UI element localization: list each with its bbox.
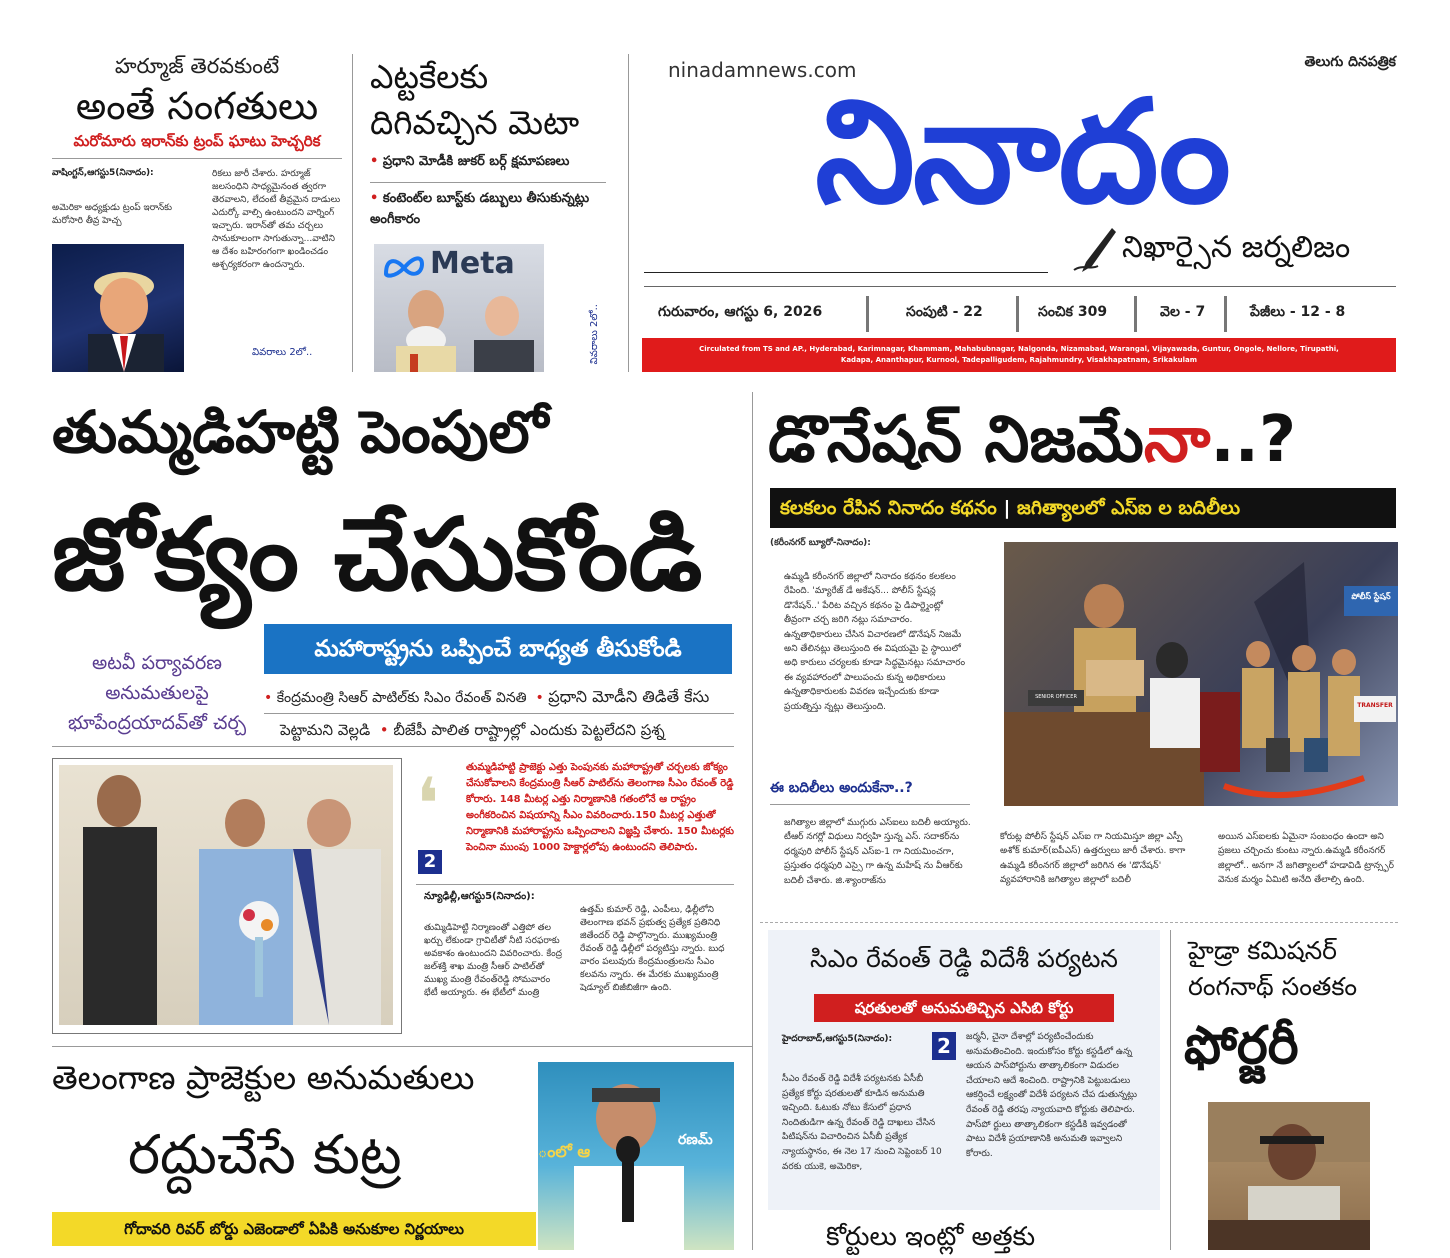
cm-tour-headline: సిఎం రేవంత్ రెడ్డి విదేశీ పర్యటన xyxy=(810,944,1118,973)
illus-sign: TRANSFER xyxy=(1357,702,1393,709)
photo-commissioner xyxy=(1208,1102,1370,1250)
photo-backdrop-text: రణమ్ xyxy=(678,1132,713,1148)
donation-story[interactable] xyxy=(768,392,1398,922)
bullet-text: పెట్టామని వెల్లడి xyxy=(280,721,371,739)
lead-kicker: తుమ్మడిహట్టి పెంపులో xyxy=(52,398,549,466)
column-text: జగిత్యాల జిల్లాలో ముగ్గురు ఎస్ఐలు బదిలీ అయ్యారు. టీఆర్ నగర్లో విధులు నిర్వహి స్తున్న ఎస్. సదాకర్‌ను ధర్మపురి పోలీస్ స్టేషన్ ఎస్ఐ-1 గా నియమించగా, ప్రస్తుతం ధర్మపురి ఎస్సై గా ఉన్న మహేష్ ను వీఆర్‌కు బదిలీ చేశారు. జి.శ్యాంరాజ్‌ను xyxy=(784,818,971,886)
donation-subhead: ఈ బదిలీలు అందుకేనా..? xyxy=(770,780,913,796)
dateline: (కరీంనగర్ బ్యూరో-నినాదం): xyxy=(770,538,871,548)
headline-text: ..? xyxy=(1210,403,1297,477)
column-text: అమెరికా అధ్యక్షుడు ట్రంప్ ఇరాన్‌కు మరోసారి తీవ్ర హెచ్చ xyxy=(52,203,172,226)
pull-quote: తుమ్మడిహట్టి ప్రాజెక్టు ఎత్తు పెంపునకు మహారాష్ట్రతో చర్చలకు జోక్యం చేసుకోవాలని కేంద్రమంత్రి సీఆర్ పాటిల్‌ను తెలంగాణ సీఎం రేవంత్ రెడ్డి కోరారు. 148 మీటర్ల ఎత్తు నిర్మాణానికి గతంలోనే ఆ రాష్ట్రం అంగీకరించిన విషయాన్ని సీఎం వివరించారు.150 మీటర్ల ఎత్తుతో నిర్మాణానికి మహారాష్ట్రను ఒప్పించాలని విజ్ఞప్తి చేశారు. 150 మీటర్లకు పెంచినా ముంపు 1000 హెక్టార్లలోపు ఉంటుందని తెలిపారు. xyxy=(466,762,734,853)
lead-bullets: • కేంద్రమంత్రి సిఆర్ పాటిల్‌కు సిఎం రేవంత్ వినతి • ప్రధాని మోడీని తిడితే కేసు పెట్టామని వెల్లడి • బీజేపీ పాలిత రాష్ట్రాల్లో ఎందుకు పెట్టలేదని ప్రశ్న xyxy=(264,682,734,746)
column-text: సీఎం రేవంత్ రెడ్డి విదేశీ పర్యటనకు ఏసీబీ ప్రత్యేక కోర్టు షరతులతో కూడిన అనుమతి ఇచ్చింది. ఓటుకు నోటు కేసులో ప్రధాన నిందితుడిగా ఉన్న రేవంత్ రెడ్డి దాఖలు చేసిన పిటిషన్‌ను విచారించిన ఏసీబీ ప్రత్యేక న్యాయస్థానం, ఈ నెల 17 నుంచి సెప్టెంబర్ 10 వరకు యుకె, అమెరికా, xyxy=(782,1074,942,1172)
bullet-item: • ప్రధాని మోడీకి జుకర్ బర్గ్ క్షమాపణలు xyxy=(370,154,570,169)
bullet-text: కేంద్రమంత్రి సిఆర్ పాటిల్‌కు సిఎం రేవంత్ వినతి xyxy=(276,690,527,706)
forgery-headline: ఫోర్జరీ xyxy=(1184,1016,1299,1076)
photo-cm-meeting xyxy=(52,758,402,1034)
forgery-kicker: హైడ్రా కమిషనర్ xyxy=(1188,936,1337,965)
bullet-text: కంటెంట్‌ల బూస్ట్‌కు డబ్బులు తీసుకున్నట్లు అంగీకారం xyxy=(370,191,590,227)
teaser-meta[interactable] xyxy=(370,54,620,372)
masthead-slogan: నిఖార్సైన జర్నలిజం xyxy=(1122,230,1351,265)
headline-text: డొనేషన్ నిజమే xyxy=(768,403,1144,477)
teaser-headline: ఎట్టకేలకు దిగివచ్చిన మెటా xyxy=(370,57,580,142)
projects-headline: రద్దుచేసే కుట్ర xyxy=(128,1123,402,1186)
divider xyxy=(760,922,1398,924)
bottom-teaser-headline: కోర్టులు ఇంట్లో అత్తకు xyxy=(826,1222,1036,1252)
lead-story[interactable] xyxy=(52,390,742,1040)
masthead xyxy=(640,54,1398,372)
page-badge[interactable]: 2 xyxy=(932,1032,956,1060)
dateline: హైదరాబాద్,ఆగస్టు5(నినాదం): xyxy=(782,1034,893,1044)
dateline: వాషింగ్టన్,ఆగస్టు5(నినాదం): xyxy=(52,168,154,178)
projects-story[interactable] xyxy=(52,1056,742,1250)
teaser-hormuz[interactable] xyxy=(52,54,342,372)
column-text: అయిన ఎస్ఐలకు ఏమైనా సంబంధం ఉందా అని ప్రజలు చర్చించు కుంటు న్నారు.ఉమ్మడి కరీంనగర్ జిల్లాలో.. అనగా నే జగిత్యాలలో హడావిడి ట్రాన్స్ఫర్ వెనుక మర్మం ఏమిటి అనేది తేలాల్సి ఉంది. xyxy=(1218,832,1394,886)
bullet-text: ప్రధాని మోడీకి జుకర్ బర్గ్ క్షమాపణలు xyxy=(382,154,570,169)
info-row xyxy=(644,294,1396,334)
meta-logo-icon xyxy=(382,254,426,278)
forgery-story[interactable] xyxy=(1180,930,1398,1250)
donation-headline xyxy=(768,392,1296,488)
divider xyxy=(370,182,606,183)
circulation-text: Circulated from TS and AP., Hyderabad, Karimnagar, Khammam, Mahabubnagar, Nalgonda, Nizamabad, Warangal, Vijayawada, Guntur, Ongole, Nellore, Tirupathi, xyxy=(699,345,1339,353)
issue-date: గురువారం, ఆగస్టు 6, 2026 xyxy=(658,304,823,320)
volume: సంపుటి - 22 xyxy=(906,304,983,320)
column-divider xyxy=(1170,930,1171,1250)
quote-mark-icon: ❛ xyxy=(416,762,440,846)
column-text: ఉత్తమ్ కుమార్ రెడ్డి, ఎంపీలు, ఢిల్లీలోని తెలంగాణ భవన్ ప్రభుత్వ ప్రత్యేక ప్రతినిధి జితేందర్ రెడ్డి పాల్గొన్నారు. ముఖ్యమంత్రి రేవంత్ రెడ్డి ఢిల్లీలో పర్యటిస్తు న్నారు. బుధ వారం పలువురు కేంద్రమంత్రులను సీఎం కలవను న్నారు. ఈ మేరకు ముఖ్యమంత్రి షెడ్యూల్ బిజీబిజీగా ఉంది. xyxy=(580,905,725,993)
photo-backdrop-text: ంలో ఆ xyxy=(538,1142,591,1161)
circulation-text: Kadapa, Ananthapur, Kurnool, Tadepalligudem, Rajahmundry, Visakhapatnam, Srikakulam xyxy=(840,356,1198,364)
divider xyxy=(52,1046,752,1047)
website-link[interactable]: ninadamnews.com xyxy=(668,58,857,82)
divider xyxy=(52,158,342,159)
pen-icon xyxy=(1072,224,1118,274)
lead-headline: జోక్యం చేసుకోండి xyxy=(52,496,703,613)
column-divider xyxy=(752,392,753,1250)
page-badge[interactable]: 2 xyxy=(418,850,442,874)
column-text: ఉమ్మడి కరీంనగర్ జిల్లాలో నినాదం కథనం కలకలం రేపింది. 'మ్యారేజ్ డే అకేషన్... పోలీస్ స్టేషన్ల డొనేషన్..' పేరిట వచ్చిన కథనం పై డిపార్ట్మెంట్లో తీవ్రంగా చర్చ జరిగి నట్లు సమాచారం. ఉన్నతాధికారులు చేసిన విచారణలో డొనేషన్ నిజమే అని తేలినట్లు తెలుస్తుంది ఈ విషయమై పై స్థాయిలో అధి కారులు చర్యలకు కూడా సిద్ధమైనట్లు సమాచారం ఈ వ్యవహారంలో పాలుపంచు కున్న అధికారులు ఉన్నతాధికారులకు వివరణ ఇచ్చేందుకు కూడా ప్రయత్నిస్తు న్నట్లు తెలుస్తుంది. xyxy=(784,572,966,712)
donation-banner: కలకలం రేపిన నినాదం కథనం | జగిత్యాలలో ఎస్ఐ ల బదిలీలు xyxy=(770,488,1396,528)
cm-tour-banner: షరతులతో అనుమతిచ్చిన ఎసిబి కోర్టు xyxy=(814,994,1114,1022)
masthead-tagline: తెలుగు దినపత్రిక xyxy=(1304,54,1396,70)
bullet-item: • కంటెంట్‌ల బూస్ట్‌కు డబ్బులు తీసుకున్నట్లు అంగీకారం xyxy=(370,191,590,227)
projects-banner: గోదావరి రివర్ బోర్డు ఎజెండాలో ఏపికి అనుకూల నిర్ణయాలు xyxy=(52,1212,536,1246)
masthead-title: నినాదం xyxy=(815,70,1229,235)
masthead-rule xyxy=(644,272,1048,273)
headline-highlight: నా xyxy=(1143,403,1211,477)
bullet-text: బీజేపీ పాలిత రాష్ట్రాల్లో ఎందుకు పెట్టలేదని ప్రశ్న xyxy=(393,721,665,739)
dateline: న్యూఢిల్లీ,ఆగస్టు5(నినాదం): xyxy=(424,891,535,902)
lead-subhead-banner: మహారాష్ట్రను ఒప్పించే బాధ్యత తీసుకోండి xyxy=(264,624,732,674)
banner-text: జగిత్యాలలో ఎస్ఐ ల బదిలీలు xyxy=(1017,497,1241,519)
lead-side-note: అటవీ పర్యావరణ అనుమతులపై భూపేంద్రయాదవ్‌తో చర్చ xyxy=(67,652,247,734)
photo-trump xyxy=(52,244,184,372)
teaser-subhead: మరోమారు ఇరాన్‌కు ట్రంప్ ఘాటు హెచ్చరిక xyxy=(73,132,321,150)
illustration-transfer xyxy=(1004,542,1398,806)
photo-harish-rao xyxy=(538,1062,734,1250)
column-text: జర్మనీ, చైనా దేశాల్లో పర్యటించేందుకు అనుమతించింది. ఇందుకోసం కోర్టు కస్టడీలో ఉన్న ఆయన పాస్‌పోర్టును తాత్కాలికంగా విడుదల చేయాలని ఆదే శించింది. రాష్ట్రానికి పెట్టుబడులు ఆకర్షించే లక్ష్యంతో విదేశీ పర్యటన చేప డుతున్నట్లు రేవంత్ రెడ్డి తరపు న్యాయవాది కోర్టుకు తెలిపారు. పాస్‌పో ర్టులు తాత్కాలికంగా కస్టడీకి ఇవ్వడంతో పాటు విదేశీ ప్రయాణానికి అనుమతి ఇవ్వాలని కోరారు. xyxy=(966,1032,1138,1159)
divider xyxy=(416,884,734,885)
column-divider xyxy=(352,54,353,372)
circulation-band xyxy=(642,338,1396,372)
more-link[interactable]: వివరాలు 2లో.. xyxy=(589,304,600,365)
illus-sign: SENIOR OFFICER xyxy=(1035,694,1077,700)
column-text: కోరుట్ల పోలీస్ స్టేషన్ ఎస్ఐ గా నియమిస్తూ జిల్లా ఎస్పీ అశోక్ కుమార్(ఐపీఎస్) ఉత్తర్వులు జారీ చేశారు. కాగా ఉమ్మడి కరీంనగర్ జిల్లాలో జరిగిన ఈ 'డొనేషన్' వ్యవహారానికి జగిత్యాల జిల్లాలో బదిలీ xyxy=(1000,832,1186,886)
bullet-text: ప్రధాని మోడీని తిడితే కేసు xyxy=(548,687,710,706)
divider xyxy=(52,746,734,747)
column-divider xyxy=(628,54,629,372)
column-text: తుమ్మిడిహెట్టి నిర్మాణంతో ఎత్తిపో తల ఖర్చు లేకుండా గ్రావిటీతో నీటి సరఫరాకు అవకాశం ఉంటుందని వివరించారు. కేంద్ర జల్‌శక్తి శాఖ మంత్రి సీఆర్ పాటిల్‌తో ముఖ్య మంత్రి రేవంత్‌రెడ్డి సోమవారం భేటీ అయ్యారు. ఈ భేటీలో మంత్రి xyxy=(424,923,563,998)
price: వెల - 7 xyxy=(1160,304,1206,320)
divider xyxy=(770,804,970,805)
banner-text: కలకలం రేపిన నినాదం కథనం xyxy=(780,497,997,519)
illus-sign: పోలీస్ స్టేషన్ xyxy=(1351,592,1391,601)
photo-meta xyxy=(374,244,544,372)
cm-tour-story[interactable] xyxy=(768,930,1160,1210)
column-text: రికలు జారీ చేశారు. హర్మూజ్ జలసంధిని సాధ్యమైనంత త్వరగా తెరవాలని, లేదంటే తీవ్రమైన దాడులు ఎదుర్కో వాల్సి ఉంటుందని వార్నింగ్ ఇచ్చారు. ఇరాన్‌తో తమ చర్చలు సానుకూలంగా సాగుతున్నా...వాటిని ఆ దేశం బహిరంగంగా ఖండించడం ఆశ్చర్యకరంగా ఉందన్నారు. xyxy=(212,169,341,270)
meta-logo-text: Meta xyxy=(430,246,515,281)
projects-headline: తెలంగాణ ప్రాజెక్టుల అనుమతులు xyxy=(52,1058,475,1097)
forgery-kicker: రంగనాథ్ సంతకం xyxy=(1188,972,1358,1001)
teaser-kicker: హర్మూజ్ తెరవకుంటే xyxy=(114,54,280,78)
divider xyxy=(644,286,1396,287)
more-link[interactable]: వివరాలు 2లో.. xyxy=(252,347,313,358)
teaser-headline: అంతే సంగతులు xyxy=(75,84,319,128)
page-count: పేజీలు - 12 - 8 xyxy=(1250,304,1346,320)
issue-number: సంచిక 309 xyxy=(1038,304,1108,320)
